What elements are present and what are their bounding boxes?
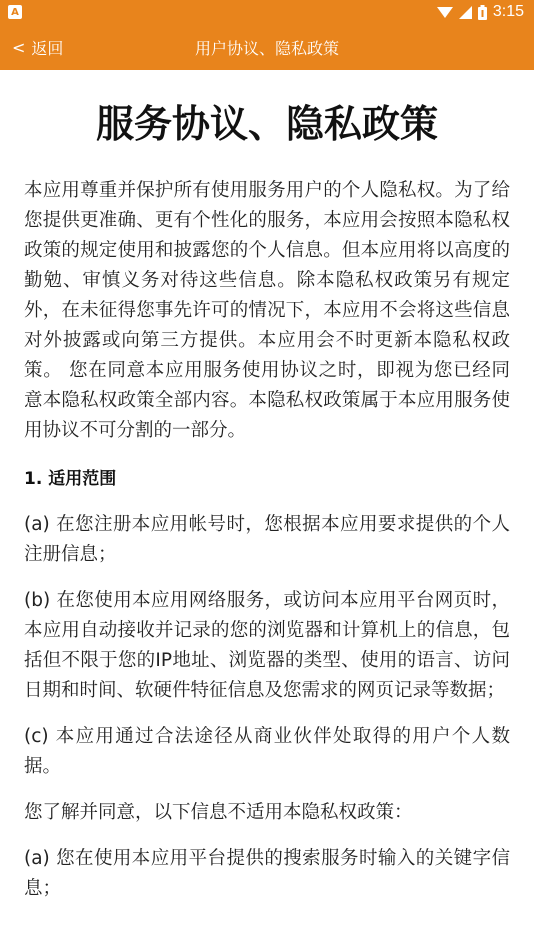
page-title: 用户协议、隐私政策 <box>194 38 339 58</box>
document-title: 服务协议、隐私政策 <box>95 102 438 146</box>
status-bar <box>0 0 534 24</box>
signal-icon <box>459 6 472 19</box>
wifi-icon <box>437 6 453 19</box>
scope-item-c: (c) 本应用通过合法途径从商业伙伴处取得的用户个人数据。 <box>24 726 510 777</box>
app-bar <box>0 24 534 70</box>
status-right <box>437 3 524 21</box>
back-button[interactable] <box>12 24 63 70</box>
notification-icon: A <box>8 5 22 19</box>
section-heading-scope: 1. 适用范围 <box>24 469 117 489</box>
back-label: 返回 <box>31 38 64 58</box>
exclusion-item-a: (a) 您在使用本应用平台提供的搜索服务时输入的关键字信息； <box>24 848 510 899</box>
scope-item-b: (b) 在您使用本应用网络服务，或访问本应用平台网页时，本应用自动接收并记录的您的浏览器和计算机上的信息，包括但不限于您的IP地址、浏览器的类型、使用的语言、访问日期和时间、软硬件特征信息及您需求的网页记录等数据； <box>24 590 510 701</box>
document-content <box>0 96 534 904</box>
status-time: 3:15 <box>492 3 524 20</box>
chevron-left-icon: < <box>12 37 26 57</box>
scope-item-a: (a) 在您注册本应用帐号时，您根据本应用要求提供的个人注册信息； <box>24 514 510 565</box>
exclusion-intro: 您了解并同意，以下信息不适用本隐私权政策： <box>24 802 413 823</box>
intro-paragraph: 本应用尊重并保护所有使用服务用户的个人隐私权。为了给您提供更准确、更有个性化的服务，本应用会按照本隐私权政策的规定使用和披露您的个人信息。但本应用将以高度的勤勉、审慎义务对待这些信息。除本隐私权政策另有规定外，在未征得您事先许可的情况下，本应用不会将这些信息对外披露或向第三方提供。本应用会不时更新本隐私权政策。 您在同意本应用服务使用协议之时，即视为您已经同意本隐私权政策全部内容。本隐私权政策属于本应用服务使用协议不可分割的一部分。 <box>24 180 510 441</box>
status-left <box>8 5 22 19</box>
battery-icon <box>478 5 487 20</box>
